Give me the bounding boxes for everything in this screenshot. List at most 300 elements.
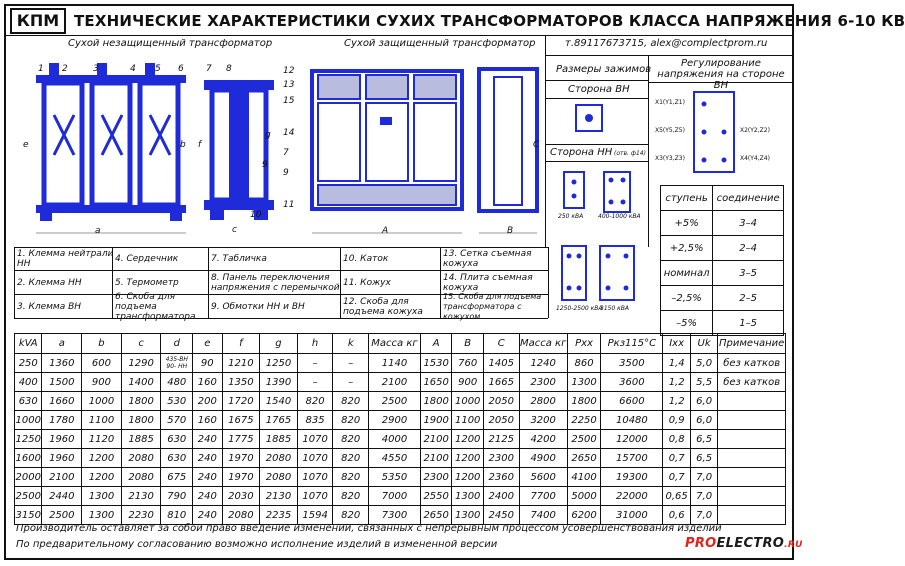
table-cell <box>718 430 786 449</box>
table-cell: 630 <box>161 430 193 449</box>
table-cell: 1300 <box>452 487 484 506</box>
front-view-unprotected <box>36 63 186 221</box>
winding-3 <box>140 83 178 205</box>
table-cell: – <box>333 373 369 392</box>
side-view-unprotected <box>204 80 274 220</box>
table-row <box>15 411 786 430</box>
table-cell: 1775 <box>222 430 260 449</box>
table-cell: 2650 <box>420 506 452 525</box>
lv-side-line <box>545 161 648 162</box>
table-cell: без катков <box>718 373 786 392</box>
brand-logo <box>685 536 803 551</box>
lv-1250-hole-3 <box>567 286 572 291</box>
label-9: 9 <box>262 160 268 170</box>
table-cell: 2500 <box>567 430 601 449</box>
label-3: 3 <box>93 64 99 74</box>
table-cell: – <box>333 354 369 373</box>
table-cell: 1000 <box>15 411 42 430</box>
table-cell: 2100 <box>420 449 452 468</box>
label-4: 4 <box>130 64 136 74</box>
caption-protected: Сухой защищенный трансформатор <box>344 38 536 49</box>
terminals-title: Размеры зажимов <box>556 64 652 75</box>
table-cell: 1960 <box>42 430 82 449</box>
legend-item: 6. Скоба для подъема трансформатора <box>115 291 196 322</box>
col-header: g <box>260 334 298 354</box>
table-cell: 1960 <box>42 449 82 468</box>
mesh-1 <box>318 75 360 99</box>
kva-250-label: 250 кВА <box>558 213 584 220</box>
table-cell: 1720 <box>222 392 260 411</box>
table-cell: 1675 <box>222 411 260 430</box>
caption-unprotected: Сухой незащищенный трансформатор <box>68 38 273 49</box>
label-15: 15 <box>283 96 295 106</box>
table-cell: 2300 <box>519 373 567 392</box>
kva-1250-label: 1250-2500 кВА <box>556 305 603 312</box>
lv-3150-hole-2 <box>624 254 629 259</box>
hv-side-label: Сторона ВН <box>568 84 630 95</box>
side-enclosure <box>479 69 540 211</box>
table-cell: 1530 <box>420 354 452 373</box>
table-cell: 1250 <box>260 354 298 373</box>
nameplate <box>380 117 392 125</box>
col-header: Pxx <box>567 334 601 354</box>
table-cell: 1,4 <box>663 354 690 373</box>
legend-item: 9. Обмотки НН и ВН <box>211 301 305 312</box>
lv-400 <box>604 172 630 212</box>
table-cell: 7000 <box>369 487 421 506</box>
tap-hole-2 <box>722 130 727 135</box>
header-divider <box>6 35 792 36</box>
lv-250-hole-1 <box>572 180 577 185</box>
table-cell: 0,6 <box>663 506 690 525</box>
label-11: 11 <box>283 200 295 210</box>
table-row <box>15 430 786 449</box>
legend-item: 10. Каток <box>343 254 389 264</box>
table-cell: 2080 <box>121 449 161 468</box>
regulation-row <box>661 211 784 236</box>
table-cell: 5,0 <box>690 354 717 373</box>
table-cell: 160 <box>193 373 223 392</box>
contact-divider <box>545 55 792 56</box>
winding-crosslinks <box>54 115 170 155</box>
table-cell: 2500 <box>15 487 42 506</box>
tap-pin-x1: X1(Y1,Z1) <box>655 99 685 106</box>
table-cell: 1885 <box>260 430 298 449</box>
table-cell: 820 <box>333 392 369 411</box>
table-cell: 790 <box>161 487 193 506</box>
legend-item: 11. Кожух <box>343 277 391 288</box>
table-cell: 2050 <box>483 392 519 411</box>
table-cell: 240 <box>193 430 223 449</box>
table-cell <box>718 449 786 468</box>
table-cell: 1300 <box>82 506 122 525</box>
table-cell: 2100 <box>42 468 82 487</box>
regulation-step: +5% <box>661 211 713 236</box>
label-2: 2 <box>62 64 68 74</box>
table-cell: 2100 <box>420 430 452 449</box>
lv-400-hole-4 <box>621 200 626 205</box>
table-cell: 6,0 <box>690 411 717 430</box>
table-cell: 2440 <box>42 487 82 506</box>
table-row <box>15 392 786 411</box>
table-cell: 2080 <box>260 449 298 468</box>
table-cell: 820 <box>333 449 369 468</box>
table-cell: 810 <box>161 506 193 525</box>
tap-changer-drawing <box>690 90 740 175</box>
table-cell <box>718 411 786 430</box>
legend-item: 4. Сердечник <box>115 254 179 264</box>
table-cell: 2000 <box>15 468 42 487</box>
col-header: C <box>483 334 519 354</box>
table-cell: 1765 <box>260 411 298 430</box>
table-cell: 2080 <box>260 468 298 487</box>
legend-item: 7. Табличка <box>211 254 267 264</box>
tap-pin-x2: X2(Y2,Z2) <box>740 127 770 134</box>
table-cell: 1200 <box>82 468 122 487</box>
col-header: k <box>333 334 369 354</box>
page-title: ТЕХНИЧЕСКИЕ ХАРАКТЕРИСТИКИ СУХИХ ТРАНСФОРМАТОРОВ КЛАССА НАПРЯЖЕНИЯ 6-10 КВ <box>74 12 905 30</box>
table-cell: 2125 <box>483 430 519 449</box>
table-cell: 3500 <box>601 354 663 373</box>
table-cell: 1660 <box>42 392 82 411</box>
table-cell: 15700 <box>601 449 663 468</box>
table-cell: 1300 <box>567 373 601 392</box>
contact-info: т.89117673715, alex@complectprom.ru <box>565 38 768 49</box>
side-panel <box>494 77 522 205</box>
table-row <box>15 506 786 525</box>
regulation-table <box>660 185 784 336</box>
col-header: kVA <box>15 334 42 354</box>
winding-2 <box>92 83 130 205</box>
regulation-step: –5% <box>661 311 713 336</box>
table-row <box>15 354 786 373</box>
table-cell: 1885 <box>121 430 161 449</box>
lv-side-line-top <box>545 144 648 145</box>
table-cell: 12000 <box>601 430 663 449</box>
table-cell: 820 <box>333 468 369 487</box>
table-cell: 900 <box>452 373 484 392</box>
table-cell: 1200 <box>452 430 484 449</box>
regulation-step: –2,5% <box>661 286 713 311</box>
table-cell: 1360 <box>42 354 82 373</box>
table-cell <box>718 392 786 411</box>
hv-terminal-drawing <box>570 101 610 141</box>
col-header: Масса кг <box>369 334 421 354</box>
table-cell: 2800 <box>519 392 567 411</box>
table-cell: 1350 <box>222 373 260 392</box>
table-cell: 1250 <box>15 430 42 449</box>
dim-C: C <box>533 140 540 150</box>
col-header: d <box>161 334 193 354</box>
table-cell: 1,2 <box>663 392 690 411</box>
table-cell: 10480 <box>601 411 663 430</box>
legend-item: 14. Плита съемная кожуха <box>443 272 533 293</box>
table-cell: 2900 <box>369 411 421 430</box>
table-cell: 5,5 <box>690 373 717 392</box>
table-cell: 1665 <box>483 373 519 392</box>
regulation-row <box>661 236 784 261</box>
regulation-connection: 3–5 <box>713 261 784 286</box>
regulation-title-line <box>648 82 792 83</box>
table-cell: 7,0 <box>690 468 717 487</box>
table-cell: 22000 <box>601 487 663 506</box>
side-view-protected <box>479 69 540 211</box>
table-cell: 3150 <box>15 506 42 525</box>
table-cell: 240 <box>193 468 223 487</box>
table-cell: 860 <box>567 354 601 373</box>
table-cell: 2450 <box>483 506 519 525</box>
table-cell: 6,0 <box>690 392 717 411</box>
table-cell: 4200 <box>519 430 567 449</box>
table-cell: 2130 <box>121 487 161 506</box>
regulation-header-connection: соединение <box>713 186 784 211</box>
dim-A: A <box>382 226 389 236</box>
col-header: Масса кг <box>519 334 567 354</box>
side-bottom <box>204 200 274 210</box>
table-cell: 1970 <box>222 449 260 468</box>
table-cell: 400 <box>15 373 42 392</box>
col-header: Uk <box>690 334 717 354</box>
label-6: 6 <box>178 64 184 74</box>
table-cell: 240 <box>193 449 223 468</box>
col-header: A <box>420 334 452 354</box>
table-cell: 675 <box>161 468 193 487</box>
label-14: 14 <box>283 128 295 138</box>
col-header: c <box>121 334 161 354</box>
col-header: b <box>82 334 122 354</box>
table-cell: 1900 <box>420 411 452 430</box>
dim-b: b <box>180 140 186 150</box>
table-cell: 5600 <box>519 468 567 487</box>
table-cell: 1000 <box>82 392 122 411</box>
table-cell: 3600 <box>601 373 663 392</box>
table-cell: 19300 <box>601 468 663 487</box>
label-1: 1 <box>38 64 44 74</box>
table-cell: 160 <box>193 411 223 430</box>
specifications-body <box>15 354 786 525</box>
table-row <box>15 468 786 487</box>
table-cell: 2360 <box>483 468 519 487</box>
table-cell: 2030 <box>222 487 260 506</box>
table-cell: 1540 <box>260 392 298 411</box>
regulation-header-row <box>661 186 784 211</box>
table-cell: 1800 <box>567 392 601 411</box>
table-cell: 1800 <box>420 392 452 411</box>
table-cell: 3200 <box>519 411 567 430</box>
table-cell: 1300 <box>452 506 484 525</box>
bottom-mesh <box>318 185 456 205</box>
col-header: Ixx <box>663 334 690 354</box>
side-wheel-left <box>210 210 224 220</box>
table-cell: 240 <box>193 506 223 525</box>
table-cell: 600 <box>82 354 122 373</box>
legend-item: 3. Клемма ВН <box>17 301 82 312</box>
label-9b: 9 <box>283 168 289 178</box>
table-cell: 900 <box>82 373 122 392</box>
table-cell: 1594 <box>297 506 333 525</box>
label-12: 12 <box>283 66 295 76</box>
table-row <box>15 487 786 506</box>
lv-1250-hole-4 <box>577 286 582 291</box>
table-cell: 1600 <box>15 449 42 468</box>
tap-pin-x5: X5(Y5,Z5) <box>655 127 685 134</box>
table-cell: 2500 <box>42 506 82 525</box>
table-cell: 630 <box>15 392 42 411</box>
lv-1250-hole-1 <box>567 254 572 259</box>
table-header-row <box>15 334 786 354</box>
label-13: 13 <box>283 80 295 90</box>
table-cell: 1390 <box>260 373 298 392</box>
lv-side-label: Сторона НН <box>550 147 613 158</box>
table-cell: 5350 <box>369 468 421 487</box>
legend-item: 2. Клемма НН <box>17 277 82 288</box>
table-cell: 1070 <box>297 449 333 468</box>
lv-3150 <box>600 246 634 300</box>
table-cell: 2230 <box>121 506 161 525</box>
table-cell: 2300 <box>420 468 452 487</box>
dim-f: f <box>198 140 202 150</box>
table-cell: 2250 <box>567 411 601 430</box>
table-cell: 2650 <box>567 449 601 468</box>
lv-3150-hole-1 <box>606 254 611 259</box>
brand-electro: ELECTRO <box>716 536 785 551</box>
legend-item: 13. Сетка съемная кожуха <box>443 249 532 269</box>
regulation-step: номинал <box>661 261 713 286</box>
lv-1250 <box>562 246 586 300</box>
lv-250 <box>564 172 584 208</box>
label-7b: 7 <box>283 148 289 158</box>
panel-1 <box>318 103 360 181</box>
table-cell: 4100 <box>567 468 601 487</box>
table-cell: 630 <box>161 449 193 468</box>
table-cell: 1200 <box>452 468 484 487</box>
side-core <box>229 90 249 200</box>
note-2: По предварительному согласованию возможно исполнение изделий в измененной версии <box>16 539 498 550</box>
table-cell: 1210 <box>222 354 260 373</box>
lv-side-note: (отв. ф14) <box>614 150 646 157</box>
table-cell: 820 <box>333 411 369 430</box>
table-cell: 1240 <box>519 354 567 373</box>
mesh-2 <box>366 75 408 99</box>
table-cell: 6,5 <box>690 449 717 468</box>
lv-400-hole-2 <box>621 178 626 183</box>
table-cell: 0,7 <box>663 449 690 468</box>
table-cell: 0,65 <box>663 487 690 506</box>
table-cell: 0,9 <box>663 411 690 430</box>
col-header: Pкз115°С <box>601 334 663 354</box>
table-cell: 6,5 <box>690 430 717 449</box>
table-cell: 1070 <box>297 487 333 506</box>
col-header: a <box>42 334 82 354</box>
lv-terminal-drawings <box>556 166 646 316</box>
regulation-connection: 2–5 <box>713 286 784 311</box>
table-cell: 250 <box>15 354 42 373</box>
lv-3150-hole-3 <box>606 286 611 291</box>
table-cell: 1500 <box>42 373 82 392</box>
dim-c: c <box>232 225 237 235</box>
table-cell: 1405 <box>483 354 519 373</box>
specifications-table <box>14 333 786 525</box>
table-cell: 1290 <box>121 354 161 373</box>
lv-1250-hole-2 <box>577 254 582 259</box>
col-header: Примечание <box>718 334 786 354</box>
table-cell <box>718 487 786 506</box>
dim-a: a <box>95 226 101 236</box>
tap-pin-x4: X4(Y4,Z4) <box>740 155 770 162</box>
table-cell: 7400 <box>519 506 567 525</box>
table-cell: 7,0 <box>690 506 717 525</box>
table-cell: 4550 <box>369 449 421 468</box>
table-cell: 1100 <box>452 411 484 430</box>
panel-2 <box>366 103 408 181</box>
table-cell: 2080 <box>121 468 161 487</box>
table-row <box>15 373 786 392</box>
table-cell: 820 <box>333 487 369 506</box>
legend-item: 15. Скоба для подъема трансформатора с кожухом <box>443 291 542 321</box>
lv-400-hole-1 <box>609 178 614 183</box>
table-cell: 820 <box>297 392 333 411</box>
label-7: 7 <box>206 64 212 74</box>
lv-400-hole-3 <box>609 200 614 205</box>
hv-terminal-hole <box>585 114 593 122</box>
regulation-connection: 1–5 <box>713 311 784 336</box>
lv-3150-hole-4 <box>624 286 629 291</box>
panel-3 <box>414 103 456 181</box>
table-cell: 6200 <box>567 506 601 525</box>
table-cell: 0,7 <box>663 468 690 487</box>
tap-panel <box>694 92 734 172</box>
table-cell: 435-ВН 90- НН <box>161 354 193 373</box>
base-left <box>40 213 52 221</box>
regulation-connection: 3–4 <box>713 211 784 236</box>
col-header: B <box>452 334 484 354</box>
regulation-row <box>661 311 784 336</box>
table-cell: 1070 <box>297 430 333 449</box>
table-row <box>15 449 786 468</box>
regulation-row <box>661 286 784 311</box>
table-cell: 2300 <box>483 449 519 468</box>
regulation-step: +2,5% <box>661 236 713 261</box>
table-cell: 1800 <box>121 411 161 430</box>
tap-hole-4 <box>722 158 727 163</box>
table-cell <box>718 506 786 525</box>
kva-3150-label: 3150 кВА <box>600 305 630 312</box>
col-header: f <box>222 334 260 354</box>
table-cell: 31000 <box>601 506 663 525</box>
drawing-divider-1 <box>545 35 546 247</box>
mesh-3 <box>414 75 456 99</box>
table-cell: 0,8 <box>663 430 690 449</box>
regulation-title: Регулирование напряжения на стороне ВН <box>657 58 785 91</box>
tap-hole-5 <box>702 130 707 135</box>
drawing-divider-2 <box>648 55 649 247</box>
tap-hole-3 <box>702 158 707 163</box>
legend-item: 12. Скоба для подъема кожуха <box>343 296 423 317</box>
col-header: h <box>297 334 333 354</box>
brand-pro: PRO <box>685 536 717 551</box>
table-cell: 240 <box>193 487 223 506</box>
company-logo: КПМ <box>10 8 66 34</box>
table-cell: 1400 <box>121 373 161 392</box>
table-cell: 480 <box>161 373 193 392</box>
terminal-lv <box>49 63 59 75</box>
table-cell: 1120 <box>82 430 122 449</box>
table-cell: 5000 <box>567 487 601 506</box>
table-cell: 1780 <box>42 411 82 430</box>
table-cell: 1070 <box>297 468 333 487</box>
dim-g: g <box>265 130 271 140</box>
table-cell: 2400 <box>483 487 519 506</box>
